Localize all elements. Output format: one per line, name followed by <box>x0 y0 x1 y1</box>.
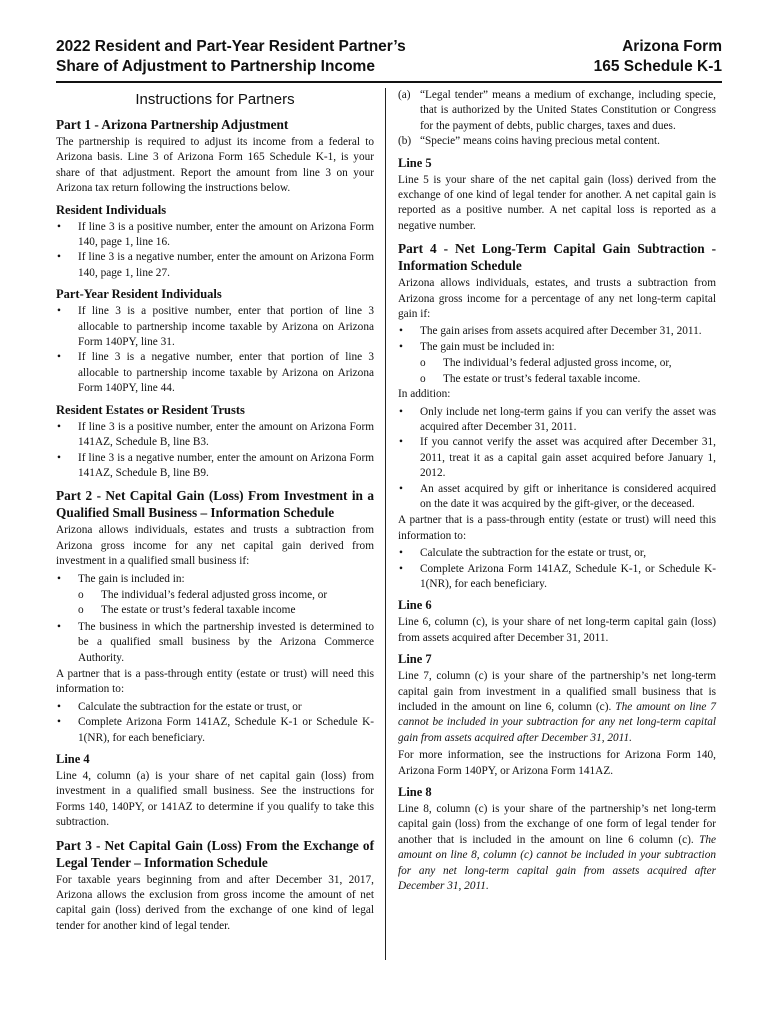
resident-list <box>56 220 374 282</box>
list-item <box>56 304 374 350</box>
partyear-heading: Part-Year Resident Individuals <box>56 287 222 302</box>
list-item <box>398 546 716 561</box>
list-item <box>398 340 716 355</box>
page-header <box>56 37 722 81</box>
bullet-icon: • <box>399 325 403 338</box>
list-item-text: If line 3 is a negative number, enter that portion of line 3 allocable to partnership income taxable by Arizona on Arizona Form 140PY, line 44. <box>78 351 374 395</box>
bullet-icon: • <box>57 351 61 364</box>
list-item <box>56 420 374 451</box>
part2-heading: Part 2 - Net Capital Gain (Loss) From Investment in a Qualified Small Business – Information Schedule <box>56 488 374 521</box>
list-item <box>78 603 374 618</box>
part4-heading: Part 4 - Net Long-Term Capital Gain Subtraction - Information Schedule <box>398 241 716 274</box>
list-item <box>56 572 374 587</box>
form-title-line2: Share of Adjustment to Partnership Income <box>56 58 375 75</box>
line7-more-info: For more information, see the instructions for Arizona Form 140, Arizona Form 140PY, or Arizona Form 141AZ. <box>398 749 716 777</box>
bullet-icon: • <box>57 220 61 233</box>
list-item <box>56 250 374 281</box>
part4-passthrough: A partner that is a pass-through entity (estate or trust) will need this information to: <box>398 514 716 542</box>
list-item <box>420 356 716 371</box>
list-label: (b) <box>398 135 412 148</box>
list-item <box>56 220 374 251</box>
line8-heading: Line 8 <box>398 785 432 800</box>
list-item <box>56 451 374 482</box>
part2-list-2 <box>56 620 374 666</box>
list-item-text: The individual’s federal adjusted gross income, or <box>101 588 328 601</box>
list-item <box>398 88 716 134</box>
list-item-text: Calculate the subtraction for the estate or trust, or, <box>420 547 647 560</box>
line7-text <box>398 669 716 746</box>
form-number-line1: Arizona Form <box>622 38 722 55</box>
bullet-icon: • <box>399 562 403 575</box>
list-item-text: If you cannot verify the asset was acquired after December 31, 2011, treat it as a capital gain asset acquired before January 1, 2012. <box>420 436 716 480</box>
line6-heading: Line 6 <box>398 598 432 613</box>
bullet-icon: • <box>57 451 61 464</box>
bullet-icon: • <box>399 436 403 449</box>
column-divider <box>385 88 386 960</box>
list-item-text: Only include net long-term gains if you can verify the asset was acquired after December 31, 2011. <box>420 405 716 433</box>
form-title <box>56 37 406 77</box>
list-item-text: If line 3 is a positive number, enter the amount on Arizona Form 141AZ, Schedule B, line B3. <box>78 420 374 449</box>
part2-sublist <box>56 588 374 619</box>
part1-intro: The partnership is required to adjust its income from a federal to Arizona basis. Line 3 of Arizona Form 165 Schedule K-1, is your share of that adjustment. Report the amount from line 3 on your Arizona tax return following the instructions below. <box>56 136 374 195</box>
header-rule <box>56 81 722 83</box>
bullet-icon: • <box>57 251 61 264</box>
list-item <box>398 562 716 593</box>
list-item <box>78 588 374 603</box>
part3-text: For taxable years beginning from and after December 31, 2017, Arizona allows the exclusion from gross income the amount of net capital gain (loss) derived from the exchange of one kind of legal tender for another kind of legal tender. <box>56 873 374 932</box>
estates-heading: Resident Estates or Resident Trusts <box>56 402 245 417</box>
list-item <box>398 482 716 513</box>
list-item <box>398 134 716 149</box>
list-item-text: “Specie” means coins having precious metal content. <box>420 135 660 148</box>
part2-intro: Arizona allows individuals, estates and trusts a subtraction from Arizona gross income for any net capital gain derived from investment in a qualified small business if: <box>56 524 374 568</box>
bullet-icon: • <box>57 716 61 729</box>
list-item-text: If line 3 is a positive number, enter the amount on Arizona Form 140, page 1, line 16. <box>78 220 374 249</box>
circle-bullet-icon: o <box>420 357 426 370</box>
list-item-text: The gain is included in: <box>78 572 185 585</box>
list-item-text: The individual’s federal adjusted gross income, or, <box>443 357 672 370</box>
form-title-line1: 2022 Resident and Part-Year Resident Partner’s <box>56 38 406 55</box>
list-item <box>56 620 374 666</box>
estates-list <box>56 420 374 482</box>
part1-heading: Part 1 - Arizona Partnership Adjustment <box>56 117 289 132</box>
bullet-icon: • <box>57 700 61 713</box>
list-item <box>420 372 716 387</box>
line7-note: The amount on line 7 cannot be included in your subtraction for any net long-term capital gain from assets acquired after December 31, 2011. <box>398 701 716 744</box>
part4-list <box>398 324 716 355</box>
bullet-icon: • <box>57 620 61 633</box>
line4-text: Line 4, column (a) is your share of net capital gain (loss) from investment in a qualified small business. See the instructions for Forms 140, 140PY, or 141AZ to determine if you qualify to take this subtraction. <box>56 770 374 829</box>
list-item-text: Complete Arizona Form 141AZ, Schedule K-1 or Schedule K-1(NR), for each beneficiary. <box>78 716 374 744</box>
line4-heading: Line 4 <box>56 752 90 766</box>
definitions-list <box>398 88 716 150</box>
line6-text: Line 6, column (c), is your share of net long-term capital gain (loss) from assets acquired after December 31, 2011. <box>398 616 716 644</box>
bullet-icon: • <box>399 340 403 353</box>
circle-bullet-icon: o <box>78 588 84 601</box>
circle-bullet-icon: o <box>420 372 426 385</box>
bullet-icon: • <box>399 405 403 418</box>
part2-passthrough-list <box>56 700 374 746</box>
bullet-icon: • <box>57 420 61 433</box>
bullet-icon: • <box>57 305 61 318</box>
list-item-text: An asset acquired by gift or inheritance is considered acquired on the date it was acquired by the gift-giver, or the deceased. <box>420 482 716 510</box>
line5-text: Line 5 is your share of the net capital gain (loss) derived from the exchange of one kind of legal tender for another. A net capital gain is reported as a positive number. A net capital loss is reported as a negative number. <box>398 173 716 232</box>
in-addition-text: In addition: <box>398 388 451 401</box>
bullet-icon: • <box>399 482 403 495</box>
list-item-text: The estate or trust’s federal taxable income <box>101 604 296 617</box>
line7-heading: Line 7 <box>398 652 432 667</box>
right-column <box>398 88 716 896</box>
line8-note: The amount on line 8, column (c) cannot be included in your subtraction for any net long-term capital gain from assets acquired after December 31, 2011. <box>398 833 717 893</box>
part3-heading: Part 3 - Net Capital Gain (Loss) From the Exchange of Legal Tender – Information Schedule <box>56 837 374 870</box>
in-addition-list <box>398 405 716 513</box>
list-item <box>398 324 716 339</box>
list-item-text: If line 3 is a negative number, enter the amount on Arizona Form 141AZ, Schedule B, line B9. <box>78 451 374 479</box>
list-item <box>56 715 374 746</box>
list-item <box>398 405 716 436</box>
partyear-list <box>56 304 374 396</box>
form-number <box>594 37 722 77</box>
list-item-text: The estate or trust’s federal taxable income. <box>443 372 641 385</box>
part2-passthrough: A partner that is a pass-through entity (estate or trust) will need this information to: <box>56 667 374 696</box>
list-item-text: The gain arises from assets acquired after December 31, 2011. <box>420 325 702 338</box>
form-number-line2: 165 Schedule K-1 <box>593 58 722 75</box>
part2-list <box>56 572 374 587</box>
list-item <box>398 435 716 481</box>
bullet-icon: • <box>57 572 61 585</box>
circle-bullet-icon: o <box>78 604 84 617</box>
list-item-text: “Legal tender” means a medium of exchange, including specie, that is authorized by the United States Constitution or Congress for the payment of debts, public charges, taxes and dues. <box>420 89 716 132</box>
list-label: (a) <box>398 89 411 101</box>
list-item <box>56 350 374 396</box>
list-item-text: If line 3 is a positive number, enter that portion of line 3 allocable to partnership income taxable by Arizona on Arizona Form 140PY, line 31. <box>78 305 374 349</box>
line5-heading: Line 5 <box>398 155 432 170</box>
list-item-text: The business in which the partnership invested is determined to be a qualified small business by the Arizona Commerce Authority. <box>78 620 374 664</box>
part4-passthrough-list <box>398 546 716 592</box>
instructions-title: Instructions for Partners <box>135 91 295 108</box>
list-item-text: Complete Arizona Form 141AZ, Schedule K-1, or Schedule K-1(NR), for each beneficiary. <box>420 562 716 590</box>
list-item-text: If line 3 is a negative number, enter the amount on Arizona Form 140, page 1, line 27. <box>78 251 374 279</box>
left-column <box>56 88 374 936</box>
part4-intro: Arizona allows individuals, estates, and trusts a subtraction from Arizona gross income for a percentage of any net long-term capital gain if: <box>398 277 716 321</box>
resident-heading: Resident Individuals <box>56 202 167 217</box>
line7-body: Line 7, column (c) is your share of the partnership’s net long-term capital gain from investment in a qualified small business that is included in the amount on line 6, column (c). <box>398 670 716 713</box>
part4-sublist <box>398 356 716 387</box>
bullet-icon: • <box>399 547 403 560</box>
list-item-text: Calculate the subtraction for the estate or trust, or <box>78 700 302 713</box>
list-item <box>56 700 374 715</box>
line8-body: Line 8, column (c) is your share of the partnership’s net long-term capital gain (loss) from the exchange of one form of legal tender for another that is included in the amount on line 6 column (c). <box>398 803 716 846</box>
line8-text <box>398 802 716 894</box>
list-item-text: The gain must be included in: <box>420 340 555 353</box>
